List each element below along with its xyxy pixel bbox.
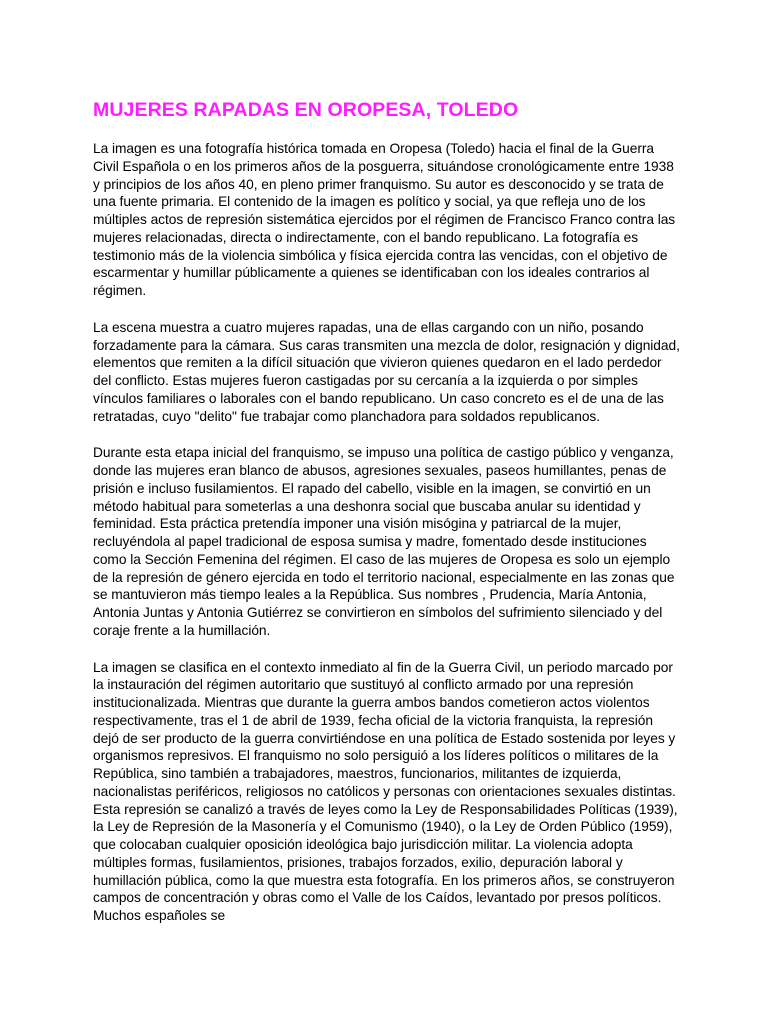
- paragraph-3: Durante esta etapa inicial del franquismo, se impuso una política de castigo público y venganza, donde las mujeres eran blanco de abusos, agresiones sexuales, paseos humillantes, penas de prisión e incluso fusilamientos. El rapado del cabello, visible en la imagen, se convirtió en un método habitual para someterlas a una deshonra social que buscaba anular su identidad y feminidad. Esta práctica pretendía imponer una visión misógina y patriarcal de la mujer, recluyéndola al papel tradicional de esposa sumisa y madre, fomentado desde instituciones como la Sección Femenina del régimen. El caso de las mujeres de Oropesa es solo un ejemplo de la represión de género ejercida en todo el territorio nacional, especialmente en las zonas que se mantuvieron más tiempo leales a la República. Sus nombres , Prudencia, María Antonia, Antonia Juntas y Antonia Gutiérrez se convirtieron en símbolos del sufrimiento silenciado y del coraje frente a la humillación.: [93, 445, 675, 638]
- document-page: [93, 98, 681, 925]
- paragraph-2: La escena muestra a cuatro mujeres rapadas, una de ellas cargando con un niño, posando forzadamente para la cámara. Sus caras transmiten una mezcla de dolor, resignación y dignidad, elementos que remiten a la difícil situación que vivieron quienes quedaron en el lado perdedor del conflicto. Estas mujeres fueron castigadas por su cercanía a la izquierda o por simples vínculos familiares o laborales con el bando republicano. Un caso concreto es el de una de las retratadas, cuyo "delito" fue trabajar como planchadora para soldados republicanos.: [93, 319, 680, 424]
- paragraph-1: La imagen es una fotografía histórica tomada en Oropesa (Toledo) hacia el final de la Guerra Civil Española o en los primeros años de la posguerra, situándose cronológicamente entre 1938 y principios de los años 40, en pleno primer franquismo. Su autor es desconocido y se trata de una fuente primaria. El contenido de la imagen es político y social, ya que refleja uno de los múltiples actos de represión sistemática ejercidos por el régimen de Francisco Franco contra las mujeres relacionadas, directa o indirectamente, con el bando republicano. La fotografía es testimonio más de la violencia simbólica y física ejercida contra las vencidas, con el objetivo de escarmentar y humillar públicamente a quienes se identificaban con los ideales contrarios al régimen.: [93, 141, 676, 298]
- paragraph-4: La imagen se clasifica en el contexto inmediato al fin de la Guerra Civil, un periodo marcado por la instauración del régimen autoritario que sustituyó al conflicto armado por una represión institucionalizada. Mientras que durante la guerra ambos bandos cometieron actos violentos respectivamente, tras el 1 de abril de 1939, fecha oficial de la victoria franquista, la represión dejó de ser producto de la guerra convirtiéndose en una política de Estado sostenida por leyes y organismos represivos. El franquismo no solo persiguió a los líderes políticos o militares de la República, sino también a trabajadores, maestros, funcionarios, militantes de izquierda, nacionalistas periféricos, religiosos no católicos y personas con orientaciones sexuales distintas. Esta represión se canalizó a través de leyes como la Ley de Responsabilidades Políticas (1939), la Ley de Represión de la Masonería y el Comunismo (1940), o la Ley de Orden Público (1959), que colocaban cualquier oposición ideológica bajo jurisdicción militar. La violencia adopta múltiples formas, fusilamientos, prisiones, trabajos forzados, exilio, depuración laboral y humillación pública, como la que muestra esta fotografía. En los primeros años, se construyeron campos de concentración y obras como el Valle de los Caídos, levantado por presos políticos. Muchos españoles se: [93, 659, 678, 923]
- document-title: MUJERES RAPADAS EN OROPESA, TOLEDO: [93, 99, 519, 121]
